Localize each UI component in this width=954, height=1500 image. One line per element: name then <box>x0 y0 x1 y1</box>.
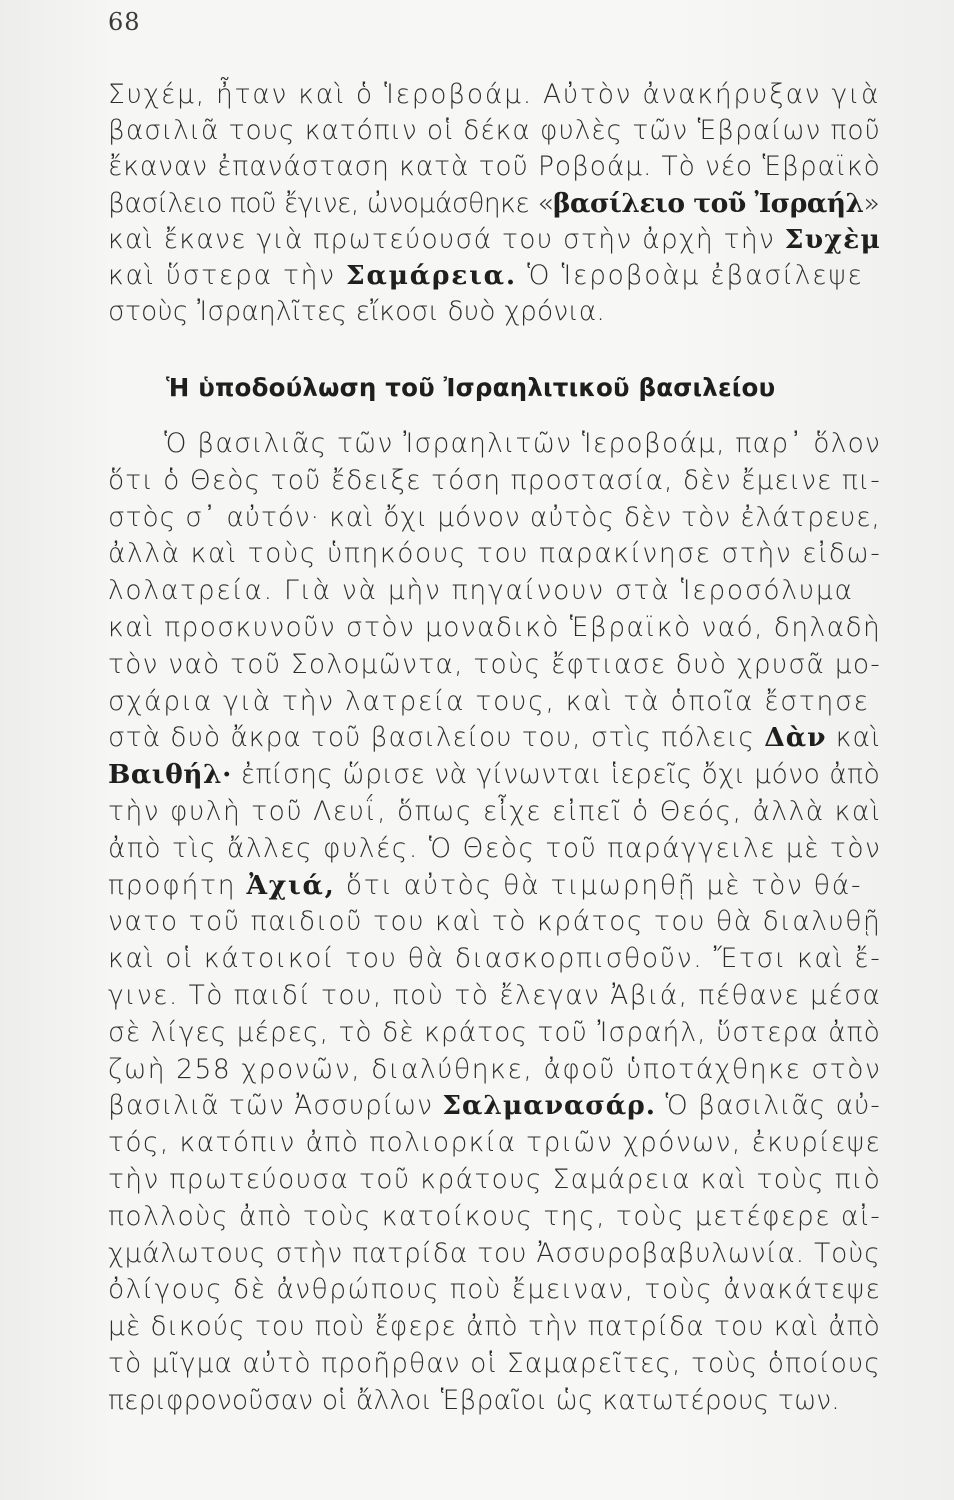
text-line <box>108 464 881 496</box>
line-text: τός, κατόπιν ἀπὸ πολιορκία τριῶν χρόνων, ἐκυρίεψε <box>108 1127 882 1159</box>
emphasized-name: Σαμάρεια. <box>345 260 517 291</box>
text-line <box>108 759 881 791</box>
text-line <box>108 115 881 147</box>
text-line <box>108 1274 882 1306</box>
text-line <box>108 538 882 570</box>
text-line <box>108 1348 881 1379</box>
text-line <box>108 1016 881 1048</box>
line-text: καὶ ἔκανε γιὰ πρωτεύουσά του στὴν ἀρχὴ τὴν <box>108 223 785 255</box>
line-text: τὸ μῖγμα αὐτὸ προῆρθαν οἱ Σαμαρεῖτες, τοὺς ὁποίους <box>108 1348 881 1379</box>
line-text: τὴν φυλὴ τοῦ Λευΐ, ὅπως εἶχε εἰπεῖ ὁ Θεός, ἀλλὰ καὶ <box>108 796 882 827</box>
text-line <box>108 832 882 864</box>
line-text-tail: » <box>863 187 880 219</box>
text-line <box>108 796 882 827</box>
line-text: χμάλωτους στὴν πατρίδα του Ἀσσυροβαβυλωνία. Τοὺς <box>108 1237 881 1269</box>
line-text-tail: Ὁ βασιλιᾶς αὐ- <box>655 1090 881 1122</box>
text-line <box>108 1127 882 1159</box>
emphasized-name: Σαλμανασάρ. <box>442 1090 656 1122</box>
line-text: σχάρια γιὰ τὴν λατρεία τους, καὶ τὰ ὁποῖα ἔστησε <box>108 685 870 717</box>
text-line <box>108 79 881 110</box>
page-number: 68 <box>108 8 141 36</box>
line-text: ἀπὸ τὶς ἄλλες φυλές. Ὁ Θεὸς τοῦ παράγγειλε μὲ τὸν <box>108 832 882 864</box>
text-line <box>108 685 870 717</box>
line-text: καὶ ὕστερα τὴν <box>108 260 346 291</box>
emphasized-name: Βαιθήλ· <box>108 759 232 791</box>
text-line <box>108 869 863 901</box>
text-line <box>108 1090 881 1122</box>
line-text: λολατρεία. Γιὰ νὰ μὴν πηγαίνουν στὰ Ἱεροσόλυμα <box>108 575 854 607</box>
text-line <box>108 1164 882 1195</box>
emphasized-name: Ἀχιά, <box>246 869 336 901</box>
line-text-tail: Ὁ Ἱεροβοὰμ ἐβασίλεψε <box>516 260 864 291</box>
text-line <box>108 1311 881 1343</box>
text-line <box>108 906 882 938</box>
line-text: νατο τοῦ παιδιοῦ του καὶ τὸ κράτος του θὰ διαλυθῇ <box>108 906 882 938</box>
text-line <box>108 187 880 219</box>
text-line <box>108 943 882 975</box>
text-line <box>108 1053 882 1085</box>
section-heading: Ἡ ὑποδούλωση τοῦ Ἰσραηλιτικοῦ βασιλείου <box>166 373 776 402</box>
line-text-tail: καὶ <box>826 722 881 754</box>
text-line <box>164 428 882 459</box>
line-text: καὶ προσκυνοῦν στὸν μοναδικὸ Ἑβραϊκὸ ναό, δηλαδὴ <box>108 612 882 643</box>
text-line <box>108 722 881 754</box>
line-text: βασιλιᾶ τῶν Ἀσσυρίων <box>108 1090 443 1122</box>
line-text: ἔκαναν ἐπανάσταση κατὰ τοῦ Ροβοάμ. Τὸ νέο Ἑβραϊκὸ <box>108 151 881 183</box>
text-line <box>108 575 854 607</box>
line-text-tail: ὅτι αὐτὸς θὰ τιμωρηθῇ μὲ τὸν θά- <box>335 869 863 901</box>
emphasized-name: Συχὲμ <box>784 223 882 255</box>
line-text: περιφρονοῦσαν οἱ ἄλλοι Ἑβραῖοι ὡς κατωτέρους των. <box>108 1384 840 1416</box>
text-line <box>108 1384 840 1416</box>
line-text: πολλοὺς ἀπὸ τοὺς κατοίκους της, τοὺς μετέφερε αἰ- <box>108 1200 882 1232</box>
line-text: γινε. Τὸ παιδί του, ποὺ τὸ ἔλεγαν Ἀβιά, πέθανε μέσα <box>108 980 882 1011</box>
line-text: μὲ δικούς του ποὺ ἔφερε ἀπὸ τὴν πατρίδα του καὶ ἀπὸ <box>108 1311 881 1343</box>
text-line <box>108 260 864 291</box>
text-line <box>108 1237 881 1269</box>
text-line <box>108 612 882 643</box>
line-text: καὶ οἱ κάτοικοί του θὰ διασκορπισθοῦν. Ἔτσι καὶ ἔ- <box>108 943 882 975</box>
text-line <box>108 648 882 680</box>
text-line <box>108 296 605 328</box>
line-text: σὲ λίγες μέρες, τὸ δὲ κράτος τοῦ Ἰσραήλ, ὕστερα ἀπὸ <box>108 1016 881 1048</box>
line-text: τὴν πρωτεύουσα τοῦ κράτους Σαμάρεια καὶ τοὺς πιὸ <box>108 1164 882 1195</box>
line-text: στὰ δυὸ ἄκρα τοῦ βασιλείου του, στὶς πόλεις <box>108 722 765 754</box>
line-text: Ὁ βασιλιᾶς τῶν Ἰσραηλιτῶν Ἱεροβοάμ, παρ᾽ ὅλον <box>164 428 882 459</box>
line-text: βασίλειο ποῦ ἔγινε, ὠνομάσθηκε « <box>108 187 553 219</box>
line-text: τὸν ναὸ τοῦ Σολομῶντα, τοὺς ἔφτιασε δυὸ χρυσᾶ μο- <box>108 648 882 680</box>
text-line <box>108 980 882 1011</box>
line-text-tail: ἐπίσης ὥρισε νὰ γίνωνται ἱερεῖς ὄχι μόνο ἀπὸ <box>231 759 881 791</box>
line-text: στοὺς Ἰσραηλῖτες εἴκοσι δυὸ χρόνια. <box>108 296 605 328</box>
line-text: ὀλίγους δὲ ἀνθρώπους ποὺ ἔμειναν, τοὺς ἀνακάτεψε <box>108 1274 882 1306</box>
text-line <box>108 501 881 533</box>
text-line <box>108 223 882 255</box>
line-text: Συχέμ, ἦταν καὶ ὁ Ἱεροβοάμ. Αὐτὸν ἀνακήρυξαν γιὰ <box>108 79 881 110</box>
line-text: βασιλιᾶ τους κατόπιν οἱ δέκα φυλὲς τῶν Ἑβραίων ποῦ <box>108 115 881 147</box>
line-text: ζωὴ 258 χρονῶν, διαλύθηκε, ἀφοῦ ὑποτάχθηκε στὸν <box>108 1053 882 1085</box>
line-text: στὸς σ᾽ αὐτόν· καὶ ὄχι μόνον αὐτὸς δὲν τὸν ἐλάτρευε, <box>108 501 881 533</box>
text-line <box>108 1200 882 1232</box>
emphasized-name: Δὰν <box>764 722 827 754</box>
line-text: προφήτη <box>108 869 247 901</box>
line-text: ἀλλὰ καὶ τοὺς ὑπηκόους του παρακίνησε στὴν εἰδω- <box>108 538 882 570</box>
line-text: ὅτι ὁ Θεὸς τοῦ ἔδειξε τόση προστασία, δὲν ἔμεινε πι- <box>108 464 881 496</box>
emphasized-name: βασίλειο τοῦ Ἰσραήλ <box>552 187 864 219</box>
text-line <box>108 151 881 183</box>
